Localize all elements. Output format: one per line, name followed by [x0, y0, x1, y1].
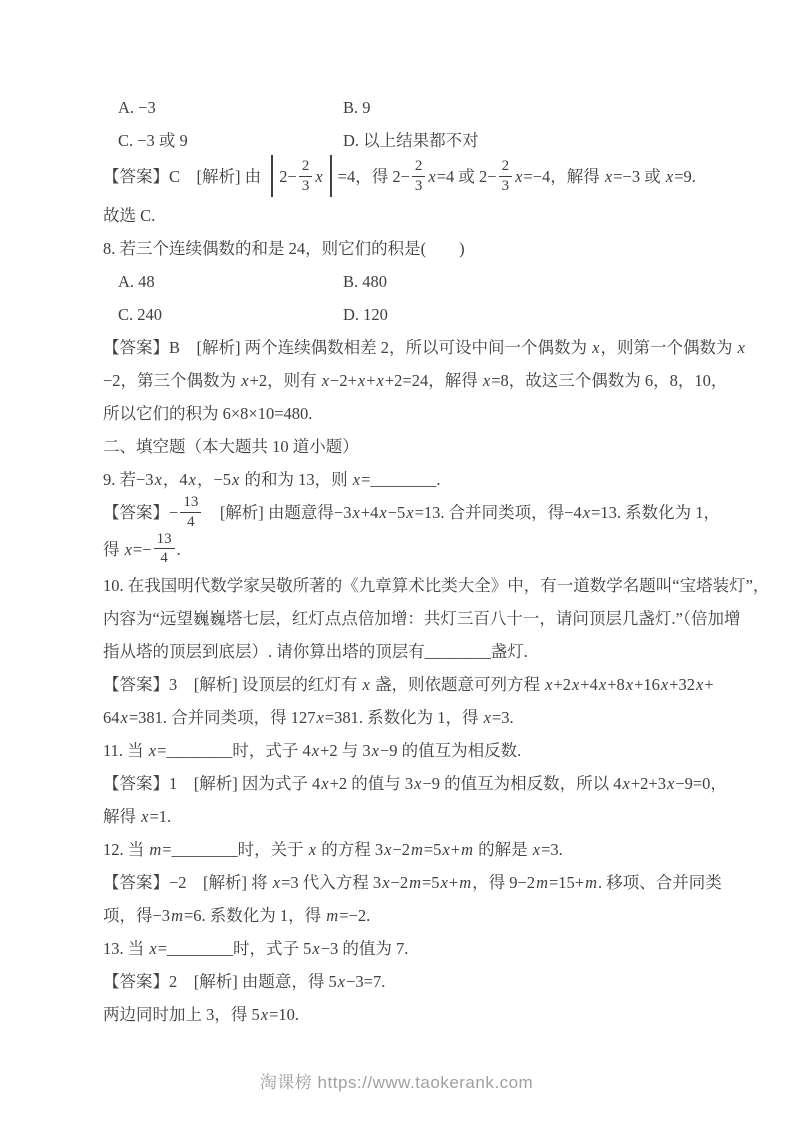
option-label-right: B. 9	[343, 98, 371, 117]
option-label-left: C. −3 或 9	[118, 131, 188, 150]
math-variable: x	[406, 503, 414, 523]
math-variable: x	[545, 675, 553, 695]
q10-stem-line-1: 10. 在我国明代数学家吴敬所著的《九章算术比类大全》中，有一道数学名题叫“宝塔装灯”，	[103, 576, 770, 596]
math-variable: x	[598, 675, 607, 695]
math-variable: x	[604, 166, 613, 186]
math-variable: x	[515, 166, 523, 186]
math-variable: x	[582, 503, 591, 523]
math-variable: m	[459, 873, 472, 893]
q12-answer-line-2: 项，得−3m=6. 系数化为 1，得 m=−2.	[103, 906, 371, 926]
q13-stem: 13. 当 x=________时，式子 5x−3 的值为 7.	[103, 939, 409, 959]
math-variable: x	[321, 371, 330, 390]
q8-answer-line-2: −2，第三个偶数为 x+2，则有 x−2+x+x+2=24，解得 x=8，故这三个偶数为 6，8，10，	[103, 371, 728, 390]
q12-answer-line-1: 【答案】−2 [解析] 将 x=3 代入方程 3x−2m=5x+m，得 9−2m=15+m. 移项、合并同类	[103, 873, 722, 893]
math-variable: x	[312, 939, 320, 959]
q8-answer-line-3: 所以它们的积为 6×8×10=480.	[103, 404, 313, 423]
fraction-denominator: 4	[160, 550, 168, 567]
math-variable: x	[571, 675, 580, 695]
math-variable: x	[188, 470, 196, 489]
fraction	[180, 494, 201, 531]
math-variable: x	[154, 470, 162, 489]
fraction-numerator: 2	[412, 158, 426, 177]
q13-answer-line-2: 两边同时加上 3，得 5x=10.	[103, 1005, 300, 1025]
math-variable: m	[461, 840, 473, 860]
math-variable: x	[737, 338, 745, 357]
math-variable: m	[171, 906, 183, 926]
math-variable: x	[532, 840, 541, 860]
q8-stem: 8. 若三个连续偶数的和是 24，则它们的积是( )	[103, 239, 465, 258]
math-variable: x	[272, 873, 281, 893]
math-variable: x	[666, 774, 675, 794]
math-variable: x	[141, 807, 149, 827]
q10-stem-line-2: 内容为“远望巍巍塔七层，红灯点点倍加增：共灯三百八十一，请问顶层几盏灯.”（倍加增	[103, 609, 741, 629]
math-variable: x	[362, 675, 370, 695]
q12-stem: 12. 当 m=________时，关于 x 的方程 3x−2m=5x+m 的解是 x=3.	[103, 840, 563, 860]
math-variable: m	[409, 873, 421, 893]
q10-stem-line-3: 指从塔的顶层到底层）. 请你算出塔的顶层有________盏灯.	[103, 642, 528, 662]
q11-stem: 11. 当 x=________时，式子 4x+2 与 3x−9 的值互为相反数.	[103, 741, 522, 761]
math-variable: x	[124, 539, 132, 559]
fraction-numerator: 13	[154, 531, 175, 550]
math-variable: x	[260, 1005, 269, 1025]
math-variable: x	[352, 470, 361, 489]
q10-answer-line-2: 64x=381. 合并同类项，得 127x=381. 系数化为 1，得 x=3.	[103, 708, 514, 728]
option-label-left: C. 240	[118, 305, 163, 324]
fraction-denominator: 4	[187, 513, 195, 530]
footer-url: https://www.taokerank.com	[317, 1073, 534, 1092]
math-variable: x	[622, 774, 630, 794]
math-variable: x	[321, 774, 329, 794]
math-variable: m	[149, 840, 162, 860]
math-variable: x	[382, 873, 390, 893]
option-label-right: D. 120	[343, 305, 388, 324]
fraction	[154, 531, 175, 568]
math-variable: x	[241, 371, 249, 390]
fraction-numerator: 2	[499, 158, 513, 177]
math-variable: m	[536, 873, 548, 893]
math-variable: x	[428, 166, 436, 186]
fraction-denominator: 3	[301, 177, 310, 194]
q11-answer-line-1: 【答案】1 [解析] 因为式子 4x+2 的值与 3x−9 的值互为相反数，所以 4x+2+3x−9=0，	[103, 774, 727, 794]
q7-conclusion: 故选 C.	[103, 206, 156, 225]
footer-brand: 淘课榜	[259, 1073, 313, 1092]
absolute-value-bar-icon	[271, 155, 273, 197]
fraction	[299, 158, 313, 195]
q8-answer-line-1: 【答案】B [解析] 两个连续偶数相差 2，所以可设中间一个偶数为 x，则第一个偶数为 x	[103, 338, 745, 357]
math-variable: x	[337, 972, 346, 992]
q13-answer-line-1: 【答案】2 [解析] 由题意，得 5x−3=7.	[103, 972, 386, 992]
math-variable: x	[483, 708, 491, 728]
math-variable: m	[585, 873, 598, 893]
math-variable: m	[410, 840, 423, 860]
option-label-right: D. 以上结果都不对	[343, 131, 479, 150]
q10-answer-line-1: 【答案】3 [解析] 设顶层的红灯有 x 盏，则依题意可列方程 x+2x+4x+8x+16x+32x+	[103, 675, 714, 695]
fraction-denominator: 3	[414, 177, 423, 194]
q11-answer-line-2: 解得 x=1.	[103, 807, 172, 827]
q7-options-cd	[103, 124, 721, 157]
math-variable: x	[379, 503, 387, 523]
section-2-heading: 二、填空题（本大题共 10 道小题）	[103, 437, 359, 456]
math-variable: x	[414, 774, 422, 794]
math-variable: x	[232, 470, 240, 489]
fraction-denominator: 3	[501, 177, 510, 194]
math-variable: x	[384, 840, 392, 860]
q7-answer: 【答案】C [解析] 由 2− $\frac{2}{3}$ x =4，得 2− $\frac{2}{3}$ x=4 或 2− $\frac{2}{3}$ x=−4，解得 x=−3 或 x=9.	[103, 157, 721, 199]
math-variable: x	[376, 371, 384, 390]
math-variable: x	[660, 675, 669, 695]
math-variable: x	[120, 708, 128, 728]
math-variable: x	[316, 708, 324, 728]
math-variable: x	[482, 371, 491, 390]
fraction-numerator: 2	[299, 158, 313, 177]
math-variable: x	[149, 939, 157, 959]
option-label-left: A. −3	[118, 98, 156, 117]
math-variable: x	[665, 166, 674, 186]
absolute-value-bar-icon	[330, 155, 332, 197]
math-variable: x	[625, 675, 634, 695]
math-variable: x	[696, 675, 704, 695]
math-variable: x	[592, 338, 600, 357]
fraction	[412, 158, 426, 195]
math-variable: m	[326, 906, 339, 926]
math-variable: x	[442, 840, 450, 860]
math-variable: x	[357, 371, 366, 390]
q9-answer-line-2: 得 x=− $\frac{13}{4}$ .	[103, 530, 181, 567]
fraction-numerator: 13	[180, 494, 201, 513]
math-variable: x	[440, 873, 448, 893]
option-label-right: B. 480	[343, 272, 388, 291]
q9-answer-line-1: 【答案】− $\frac{13}{4}$ [解析] 由题意得−3x+4x−5x=13. 合并同类项，得−4x=13. 系数化为 1，	[103, 494, 720, 530]
q8-options-cd	[103, 298, 721, 331]
math-variable: x	[148, 741, 157, 761]
document-body	[103, 91, 770, 1031]
q9-stem: 9. 若−3x，4x，−5x 的和为 13，则 x=________.	[103, 470, 441, 489]
q7-options-ab	[103, 91, 721, 124]
math-variable: x	[311, 741, 320, 761]
math-variable: x	[315, 166, 323, 186]
math-variable: x	[352, 503, 360, 523]
math-variable: x	[371, 741, 379, 761]
fraction	[499, 158, 513, 195]
math-variable: x	[308, 840, 317, 860]
q8-options-ab	[103, 265, 721, 298]
footer	[0, 1068, 793, 1093]
option-label-left: A. 48	[118, 272, 155, 291]
